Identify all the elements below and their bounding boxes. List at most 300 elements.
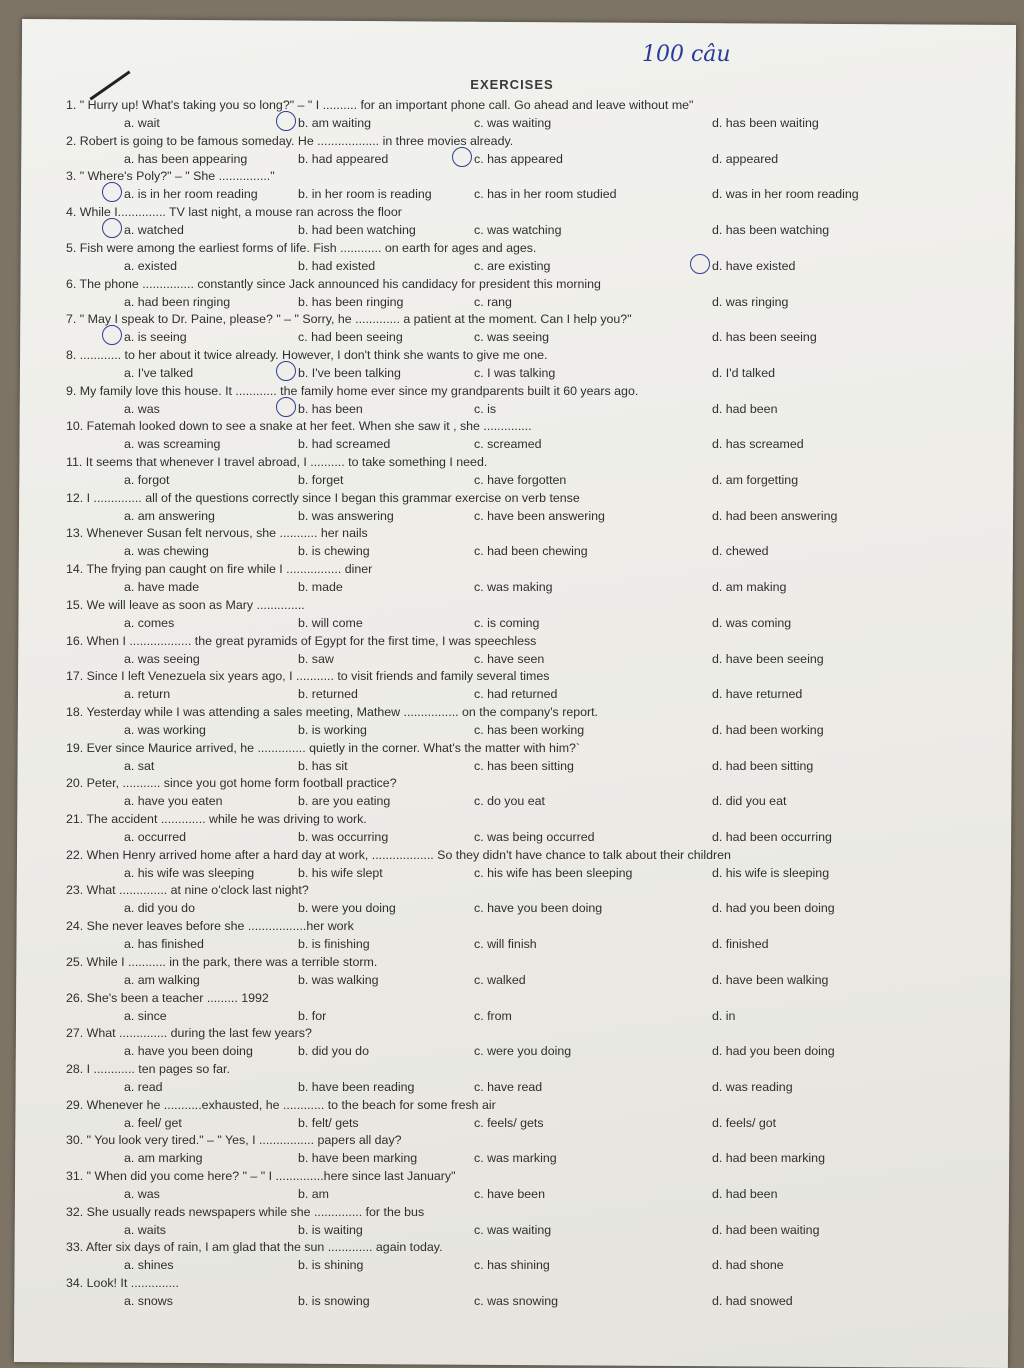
option-d[interactable] <box>712 650 824 668</box>
question-text: 22. When Henry arrived home after a hard day at work, .................. So they didn't have chance to talk about their children <box>66 847 731 862</box>
option-label: c. has in her room studied <box>474 187 617 202</box>
option-d[interactable] <box>712 757 813 775</box>
option-c[interactable] <box>474 1114 544 1132</box>
option-label: c. had returned <box>474 687 558 702</box>
option-label: b. has sit <box>298 758 348 773</box>
option-d[interactable] <box>712 471 798 489</box>
option-label: d. feels/ got <box>712 1115 777 1130</box>
option-d[interactable] <box>712 1114 776 1132</box>
option-label: a. was seeing <box>124 651 200 666</box>
option-label: c. his wife has been sleeping <box>474 865 633 880</box>
option-b[interactable] <box>298 1221 363 1239</box>
option-b[interactable] <box>298 257 375 275</box>
option-b[interactable] <box>298 185 432 203</box>
option-b[interactable] <box>298 1149 417 1167</box>
option-d[interactable] <box>712 899 835 917</box>
option-label: c. screamed <box>474 437 542 452</box>
option-label: b. his wife slept <box>298 865 383 880</box>
option-label: c. was making <box>474 580 553 595</box>
question-item <box>66 132 946 168</box>
option-d[interactable] <box>712 257 795 275</box>
option-label: a. was working <box>124 722 206 737</box>
question-item <box>66 1096 946 1132</box>
option-c[interactable] <box>474 1221 551 1239</box>
option-label: c. have you been doing <box>474 901 603 916</box>
question-text: 20. Peter, ........... since you got home form football practice? <box>66 776 397 791</box>
option-label: b. in her room is reading <box>298 187 432 202</box>
question-text: 25. While I ........... in the park, there was a terrible storm. <box>66 954 378 969</box>
option-b[interactable] <box>298 507 394 525</box>
option-b[interactable] <box>298 685 358 703</box>
option-label: b. made <box>298 580 343 595</box>
option-d[interactable] <box>712 1042 835 1060</box>
question-text: 12. I .............. all of the questions correctly since I began this grammar exercise on verb tense <box>66 490 580 505</box>
option-b[interactable] <box>298 364 401 382</box>
option-label: d. has been waiting <box>712 116 819 130</box>
option-c[interactable] <box>474 1256 550 1274</box>
option-b[interactable] <box>298 1292 370 1310</box>
question-text: 18. Yesterday while I was attending a sales meeting, Mathew ................ on the company's report. <box>66 704 599 719</box>
option-b[interactable] <box>298 1256 363 1274</box>
option-label: b. had been watching <box>298 223 416 238</box>
option-a[interactable] <box>124 471 169 489</box>
option-label: b. had existed <box>298 258 376 273</box>
option-b[interactable] <box>298 614 363 632</box>
option-d[interactable] <box>712 328 817 346</box>
option-label: b. is working <box>298 722 367 737</box>
option-label: d. have been walking <box>712 972 829 987</box>
option-c[interactable] <box>474 935 537 953</box>
option-label: b. for <box>298 1008 327 1023</box>
option-label: a. existed <box>124 258 178 273</box>
option-c[interactable] <box>474 221 561 239</box>
option-c[interactable] <box>474 578 553 596</box>
option-label: d. had been waiting <box>712 1222 820 1237</box>
question-item <box>66 774 946 810</box>
option-label: c. do you eat <box>474 794 545 809</box>
option-label: d. chewed <box>712 544 769 559</box>
question-text: 11. It seems that whenever I travel abroad, I .......... to take something I need. <box>66 455 488 469</box>
option-c[interactable] <box>474 792 545 810</box>
option-label: b. did you do <box>298 1044 369 1059</box>
option-label: b. saw <box>298 651 334 666</box>
option-label: c. have read <box>474 1079 543 1094</box>
option-b[interactable] <box>298 828 388 846</box>
option-d[interactable] <box>712 293 788 311</box>
option-b[interactable] <box>298 1114 359 1132</box>
option-c[interactable] <box>474 757 574 775</box>
option-d[interactable] <box>712 1149 825 1167</box>
option-a[interactable] <box>124 1007 167 1025</box>
option-d[interactable] <box>712 828 832 846</box>
option-label: a. comes <box>124 615 175 630</box>
option-label: d. had you been doing <box>712 901 835 916</box>
option-c[interactable] <box>474 1149 557 1167</box>
option-c[interactable] <box>474 685 557 703</box>
option-a[interactable] <box>124 185 258 203</box>
option-label: a. am walking <box>124 972 200 987</box>
question-text: 23. What .............. at nine o'clock last night? <box>66 883 309 898</box>
question-item <box>66 1167 946 1203</box>
option-d[interactable] <box>712 542 768 560</box>
option-d[interactable] <box>712 1292 793 1310</box>
option-b[interactable] <box>298 1185 329 1203</box>
question-text: 30. " You look very tired." – " Yes, I ................ papers all day? <box>66 1133 402 1148</box>
option-label: b. have been reading <box>298 1079 415 1094</box>
option-label: a. since <box>124 1008 167 1023</box>
question-text: 33. After six days of rain, I am glad that the sun ............. again today. <box>66 1240 443 1255</box>
option-label: d. am forgetting <box>712 473 799 487</box>
option-label: c. had been chewing <box>474 544 588 559</box>
option-label: d. his wife is sleeping <box>712 865 830 880</box>
option-label: a. have you been doing <box>124 1044 253 1059</box>
option-b[interactable] <box>298 400 363 418</box>
option-label: a. have made <box>124 580 200 595</box>
option-b[interactable] <box>298 221 416 239</box>
question-text: 9. My family love this house. It ............ the family home ever since my grandparents built it 60 years ago. <box>66 383 639 398</box>
option-d[interactable] <box>712 114 819 132</box>
question-text: 34. Look! It .............. <box>66 1276 179 1291</box>
option-b[interactable] <box>298 114 371 132</box>
option-label: c. was marking <box>474 1151 557 1166</box>
option-c[interactable] <box>474 1007 512 1025</box>
option-c[interactable] <box>474 721 584 739</box>
question-item <box>66 917 946 953</box>
option-d[interactable] <box>712 1007 735 1025</box>
question-item <box>66 346 946 382</box>
question-text: 19. Ever since Maurice arrived, he .............. quietly in the corner. What's the matter with him?` <box>66 740 581 755</box>
option-label: b. is shining <box>298 1258 364 1273</box>
option-b[interactable] <box>298 1007 326 1025</box>
question-item <box>66 1274 946 1310</box>
option-label: a. was screaming <box>124 437 221 452</box>
option-label: d. am making <box>712 580 787 595</box>
question-text: 8. ............ to her about it twice already. However, I don't think she wants to give me one. <box>66 347 548 362</box>
circle-mark-icon <box>276 397 296 417</box>
question-item <box>66 1131 946 1167</box>
option-label: d. has been watching <box>712 223 830 238</box>
option-a[interactable] <box>124 757 154 775</box>
option-d[interactable] <box>712 150 778 168</box>
option-d[interactable] <box>712 400 777 418</box>
option-label: b. I've been talking <box>298 365 401 380</box>
question-item <box>66 846 946 882</box>
option-d[interactable] <box>712 1256 784 1274</box>
option-label: a. occurred <box>124 830 186 844</box>
option-c[interactable] <box>474 899 602 917</box>
handwritten-note: 100 câu <box>642 42 731 67</box>
question-text: 1. " Hurry up! What's taking you so long?" – " I .......... for an important phone call. Go ahead and leave without me" <box>66 98 694 112</box>
option-a[interactable] <box>124 971 200 989</box>
option-label: a. is seeing <box>124 330 187 345</box>
option-label: d. had snowed <box>712 1294 793 1309</box>
option-d[interactable] <box>712 1078 793 1096</box>
option-d[interactable] <box>712 364 775 382</box>
option-label: b. had screamed <box>298 437 391 452</box>
option-label: d. had been occurring <box>712 830 832 844</box>
option-label: b. was occurring <box>298 830 389 844</box>
question-item <box>66 1203 946 1239</box>
option-label: c. were you doing <box>474 1044 572 1059</box>
option-label: d. I'd talked <box>712 365 775 380</box>
option-label: c. has been sitting <box>474 758 574 773</box>
question-item <box>66 632 946 668</box>
option-c[interactable] <box>474 1042 571 1060</box>
option-a[interactable] <box>124 1078 163 1096</box>
question-text: 24. She never leaves before she .................her work <box>66 919 354 934</box>
option-a[interactable] <box>124 1042 253 1060</box>
option-a[interactable] <box>124 400 160 418</box>
option-label: a. was chewing <box>124 544 209 559</box>
option-a[interactable] <box>124 542 209 560</box>
option-label: a. snows <box>124 1294 173 1309</box>
option-label: b. is snowing <box>298 1294 370 1309</box>
option-d[interactable] <box>712 185 859 203</box>
option-c[interactable] <box>474 293 512 311</box>
option-c[interactable] <box>474 542 588 560</box>
option-label: b. returned <box>298 687 358 702</box>
option-b[interactable] <box>298 757 348 775</box>
option-b[interactable] <box>298 293 403 311</box>
option-label: c. is <box>474 401 497 416</box>
question-text: 6. The phone ............... constantly since Jack announced his candidacy for president this morning <box>66 276 601 291</box>
option-label: a. has been appearing <box>124 151 248 166</box>
option-label: d. was in her room reading <box>712 187 859 202</box>
circle-mark-icon <box>452 147 472 167</box>
circle-mark-icon <box>102 325 122 345</box>
option-label: b. has been ringing <box>298 294 404 309</box>
option-label: d. was reading <box>712 1079 793 1094</box>
question-text: 26. She's been a teacher ......... 1992 <box>66 990 269 1005</box>
option-c[interactable] <box>474 185 617 203</box>
option-d[interactable] <box>712 864 829 882</box>
option-a[interactable] <box>124 578 199 596</box>
option-a[interactable] <box>124 1149 203 1167</box>
option-label: a. was <box>124 401 160 416</box>
option-label: b. will come <box>298 615 363 630</box>
option-c[interactable] <box>474 328 549 346</box>
option-d[interactable] <box>712 435 804 453</box>
option-c[interactable] <box>474 364 555 382</box>
option-b[interactable] <box>298 435 390 453</box>
option-label: a. am marking <box>124 1151 203 1166</box>
option-label: a. I've talked <box>124 365 194 380</box>
option-d[interactable] <box>712 578 786 596</box>
option-label: d. did you eat <box>712 794 787 809</box>
option-label: c. feels/ gets <box>474 1115 544 1130</box>
question-text: 29. Whenever he ...........exhausted, he ............ to the beach for some fresh air <box>66 1097 496 1112</box>
question-text: 21. The accident ............. while he was driving to work. <box>66 812 367 826</box>
option-d[interactable] <box>712 935 768 953</box>
option-label: c. are existing <box>474 258 551 273</box>
option-a[interactable] <box>124 828 186 846</box>
option-a[interactable] <box>124 935 204 953</box>
option-d[interactable] <box>712 685 802 703</box>
option-label: b. are you eating <box>298 794 391 809</box>
question-item <box>66 881 946 917</box>
option-a[interactable] <box>124 650 200 668</box>
option-b[interactable] <box>298 864 383 882</box>
option-c[interactable] <box>474 971 526 989</box>
question-item <box>66 239 946 275</box>
question-item <box>66 596 946 632</box>
option-label: b. had appeared <box>298 151 389 166</box>
option-b[interactable] <box>298 721 367 739</box>
option-label: a. read <box>124 1079 163 1094</box>
option-a[interactable] <box>124 614 174 632</box>
option-label: d. appeared <box>712 151 779 166</box>
question-item <box>66 310 946 346</box>
option-a[interactable] <box>124 150 247 168</box>
option-c[interactable] <box>474 1292 558 1310</box>
question-text: 28. I ............ ten pages so far. <box>66 1061 230 1076</box>
option-label: a. forgot <box>124 473 170 487</box>
option-label: b. felt/ gets <box>298 1115 359 1130</box>
option-a[interactable] <box>124 1221 166 1239</box>
option-label: b. am waiting <box>298 116 372 130</box>
option-a[interactable] <box>124 899 195 917</box>
option-c[interactable] <box>474 650 544 668</box>
option-label: a. had been ringing <box>124 294 231 309</box>
option-a[interactable] <box>124 435 220 453</box>
option-label: c. rang <box>474 294 512 309</box>
option-label: c. will finish <box>474 937 537 952</box>
option-label: a. did you do <box>124 901 195 916</box>
option-label: d. had been working <box>712 722 824 737</box>
option-d[interactable] <box>712 507 837 525</box>
option-d[interactable] <box>712 721 824 739</box>
circle-mark-icon <box>102 218 122 238</box>
option-label: c. was seeing <box>474 330 550 345</box>
option-a[interactable] <box>124 1114 182 1132</box>
option-b[interactable] <box>298 899 396 917</box>
option-d[interactable] <box>712 971 828 989</box>
option-label: d. had been answering <box>712 508 838 523</box>
question-text: 15. We will leave as soon as Mary .............. <box>66 597 305 612</box>
question-item <box>66 703 946 739</box>
option-c[interactable] <box>474 150 563 168</box>
question-item <box>66 1060 946 1096</box>
option-c[interactable] <box>474 614 539 632</box>
option-b[interactable] <box>298 971 379 989</box>
option-d[interactable] <box>712 792 786 810</box>
question-item <box>66 739 946 775</box>
option-a[interactable] <box>124 114 160 132</box>
option-a[interactable] <box>124 792 223 810</box>
option-label: c. had been seeing <box>298 330 403 345</box>
option-label: d. finished <box>712 937 769 952</box>
circle-mark-icon <box>276 361 296 381</box>
option-a[interactable] <box>124 507 215 525</box>
option-a[interactable] <box>124 1185 160 1203</box>
option-b[interactable] <box>298 150 388 168</box>
option-b[interactable] <box>298 471 343 489</box>
option-label: c. I was talking <box>474 365 556 380</box>
option-c[interactable] <box>474 400 496 418</box>
option-label: a. am answering <box>124 508 215 523</box>
option-b[interactable] <box>298 1078 414 1096</box>
option-label: d. was coming <box>712 615 792 630</box>
option-label: a. has finished <box>124 937 204 952</box>
option-a[interactable] <box>124 864 254 882</box>
option-label: a. waits <box>124 1222 167 1237</box>
option-a[interactable] <box>124 685 170 703</box>
option-label: d. have existed <box>712 258 796 273</box>
option-label: c. has shining <box>474 1258 550 1273</box>
option-c[interactable] <box>474 1185 545 1203</box>
option-label: b. forget <box>298 473 344 487</box>
option-a[interactable] <box>124 328 187 346</box>
option-b[interactable] <box>298 1042 369 1060</box>
option-b[interactable] <box>298 578 343 596</box>
option-c[interactable] <box>474 257 550 275</box>
question-item <box>66 560 946 596</box>
option-label: d. had you been doing <box>712 1044 835 1059</box>
option-d[interactable] <box>712 614 791 632</box>
option-a[interactable] <box>124 721 206 739</box>
option-label: d. had shone <box>712 1258 784 1273</box>
option-b[interactable] <box>298 792 390 810</box>
option-b[interactable] <box>298 935 370 953</box>
option-c[interactable] <box>474 435 541 453</box>
option-a[interactable] <box>124 293 230 311</box>
option-c[interactable] <box>474 471 566 489</box>
option-label: b. has been <box>298 401 363 416</box>
option-c[interactable] <box>474 114 551 132</box>
option-label: c. have forgotten <box>474 473 567 487</box>
option-label: d. had been <box>712 401 778 416</box>
option-label: d. in <box>712 1008 736 1023</box>
option-label: c. from <box>474 1008 512 1023</box>
question-text: 5. Fish were among the earliest forms of life. Fish ............ on earth for ages and ages. <box>66 240 537 255</box>
circle-mark-icon <box>690 254 710 274</box>
option-a[interactable] <box>124 1292 173 1310</box>
option-c[interactable] <box>474 1078 542 1096</box>
option-b[interactable] <box>298 650 334 668</box>
question-item <box>66 275 946 311</box>
option-b[interactable] <box>298 328 403 346</box>
option-d[interactable] <box>712 1221 819 1239</box>
option-a[interactable] <box>124 1256 174 1274</box>
option-a[interactable] <box>124 364 193 382</box>
option-label: c. has been working <box>474 722 585 737</box>
question-item <box>66 1024 946 1060</box>
question-item <box>66 953 946 989</box>
option-c[interactable] <box>474 864 632 882</box>
question-item <box>66 96 946 132</box>
option-a[interactable] <box>124 257 177 275</box>
option-label: b. is finishing <box>298 937 370 952</box>
option-label: c. have seen <box>474 651 545 666</box>
option-c[interactable] <box>474 507 605 525</box>
option-label: c. walked <box>474 972 526 987</box>
option-label: d. had been sitting <box>712 758 814 773</box>
option-label: d. have returned <box>712 687 803 702</box>
question-text: 14. The frying pan caught on fire while I ................ diner <box>66 562 373 577</box>
option-label: a. feel/ get <box>124 1115 182 1130</box>
option-label: c. was snowing <box>474 1294 559 1309</box>
option-d[interactable] <box>712 221 829 239</box>
option-b[interactable] <box>298 542 370 560</box>
option-label: a. shines <box>124 1258 174 1273</box>
option-label: c. is coming <box>474 615 540 630</box>
question-text: 13. Whenever Susan felt nervous, she ........... her nails <box>66 526 368 541</box>
option-label: c. has appeared <box>474 151 563 166</box>
option-d[interactable] <box>712 1185 777 1203</box>
option-c[interactable] <box>474 828 595 846</box>
question-text: 3. " Where's Poly?" – " She ..............." <box>66 169 275 184</box>
option-a[interactable] <box>124 221 184 239</box>
